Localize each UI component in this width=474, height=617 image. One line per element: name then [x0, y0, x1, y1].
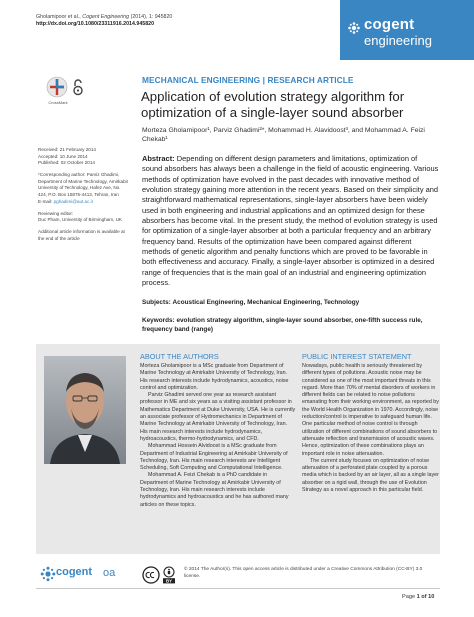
- cc-by-license-icon[interactable]: [142, 566, 178, 584]
- footer-divider: [36, 588, 440, 589]
- crossmark-label: CrossMark: [48, 100, 68, 105]
- svg-text:BY: BY: [165, 578, 173, 584]
- citation-volume: (2014), 1: 945820: [130, 14, 173, 20]
- abstract-text: Depending on different design parameters and limitations, optimization of sound absorbers has always been a challenge in the field of acoustic engineering. Various methods of optimization have evolved in the past decades with innovative method of evolution strategy gaining more attention in the recent years. Based on their simplicity and straightforward mathematical representations, single-layer absorbers have been widely used in both engineering and industrial applications and an optimized design for these absorbers has become vital. In the present study, the method of evolution strategy is used for optimization of a single-layer absorber at both a particular frequency and an arbitrary frequency band. Results of the optimization have been compared against different methods of genetic algorithm and penalty functions which are proved to be favorable in both effectiveness and accuracy. Finally, a single-layer absorber is optimized in a desired range of frequencies that is the main goal of an industrial and engineering optimization process.: [142, 154, 439, 288]
- bio-alvidoost: Mohammad Hossein Alvidoost is a MSc graduate from Department of Industrial Engineering at Amirkabir University of Technology, Iran. His main research interests are Intelligent Scheduling, Soft Computing and Computational Intelligence.: [140, 443, 288, 472]
- reviewing-editor-label: Reviewing editor:: [38, 210, 74, 216]
- reviewing-editor-name: Duc Pham, University of Birmingham, UK: [38, 217, 122, 223]
- corresponding-author: *Corresponding author: Parviz Ghadimi, Department of Marine Technology, Amirkabir University of Technology, Hafez Ave, No. 424, P.O. Box 15875-4413, Tehran, Iran: [38, 172, 129, 198]
- page-number: [402, 594, 434, 600]
- article-category: MECHANICAL ENGINEERING | RESEARCH ARTICLE: [142, 75, 354, 85]
- public-interest-heading: PUBLIC INTEREST STATEMENT: [302, 352, 412, 361]
- footer-brand: cogent: [56, 566, 93, 578]
- bio-ghadimi: Parviz Ghadimi served one year as research assistant professor in ME and six years as a visiting assistant professor in Mathematics Department at Duke University, USA. He is currently an associate professor of Hydromechanics in Department of Marine Technology at Amirkabir University of Technology, Iran. His main research interests include hydrodynamics, hydroacoustics, thermo-hydrodynamics, and CFD.: [140, 392, 296, 442]
- abstract: [142, 154, 439, 288]
- about-authors-text: [140, 363, 296, 509]
- keywords-text: evolution strategy algorithm, single-layer sound absorber, one-fifth success rule, frequency band (range): [142, 317, 423, 333]
- brand-word-engineering: engineering: [364, 33, 432, 48]
- citation-journal: Cogent Engineering: [82, 14, 130, 20]
- citation-header: [36, 14, 296, 29]
- brand-word-cogent: cogent: [364, 16, 415, 33]
- about-authors-heading: ABOUT THE AUTHORS: [140, 352, 219, 361]
- email-label: E-mail:: [38, 198, 53, 204]
- additional-info: Additional article information is available at the end of the article: [38, 229, 125, 242]
- cogent-logo-icon: [348, 22, 360, 34]
- abstract-label: Abstract:: [142, 154, 175, 163]
- footer-oa: oa: [103, 567, 116, 579]
- crossmark-icon[interactable]: [46, 76, 68, 100]
- received-date: Received: 21 February 2014: [38, 147, 96, 152]
- keywords-label: Keywords:: [142, 317, 175, 324]
- public-interest-text: [302, 363, 440, 494]
- accepted-date: Accepted: 10 June 2014: [38, 153, 88, 159]
- journal-brand-box: [340, 0, 474, 60]
- author-list: Morteza Gholamipoor¹, Parviz Ghadimi²*, Mohammad H. Alavidoost³, and Mohammad A. Feizi Chekab¹: [142, 127, 425, 144]
- license-text: © 2014 The Author(s). This open access article is distributed under a Creative Commons Attribution (CC-BY) 3.0 license.: [184, 567, 423, 579]
- public-interest-p2: The current study focuses on optimization of noise attenuation of a perforated plate coupled by a porous media which is backed by an air layer, all as a single layer absorber on a rigid wall, through the use of Evolution Strategy as a novel approach in this particular field.: [302, 457, 439, 494]
- article-meta: [38, 147, 130, 248]
- doi-link[interactable]: http://dx.doi.org/10.1080/23311916.2014.945820: [36, 21, 155, 28]
- author-photo: [44, 356, 126, 464]
- page-count: 1 of 10: [416, 594, 435, 600]
- subjects-text: Acoustical Engineering, Mechanical Engineering, Technology: [172, 299, 360, 306]
- subjects-label: Subjects:: [142, 299, 171, 306]
- page-label: Page: [402, 594, 416, 600]
- article-title: Application of evolution strategy algorithm for optimization of a single-layer sound absorber: [141, 89, 405, 120]
- published-date: Published: 02 October 2014: [38, 160, 95, 166]
- bio-feizi-chekab: Mohammad A. Feizi Chekab is a PhD candidate in Department of Marine Technology at Amirkabir University of Technology, Iran. His main research interests include hydrodynamics and hydroacoustics and he has authored many articles on these topics.: [140, 472, 289, 508]
- email-link[interactable]: pghadimi@aut.ac.ir: [53, 198, 94, 204]
- subjects: [142, 298, 439, 307]
- public-interest-p1: Nowadays, public health is seriously threatened by different types of pollutions. Acoustic noise may be considered as one of the most important threats in this regard. More than 70% of mental disorders of workers in different fields can be related to noise pollutions emanating from their working environment, as reported by the World Health Organization in 1970. Accordingly, noise reduction/control is imperative to safeguard human life. One particular method of noise control is through utilization of different combinations of sound absorbers to attenuate reflection and transmission of acoustic waves. Hence, optimization of these combinations plays an important role in noise attenuation.: [302, 363, 439, 457]
- bio-gholamipoor: Morteza Gholamipoor is a MSc graduate from Department of Marine Technology at Amirkabir University of Technology, Iran. His research interests include hydrodynamics, acoustics, noise control and optimization.: [140, 363, 289, 391]
- cogent-oa-logo-icon: [38, 566, 58, 582]
- keywords: [142, 316, 439, 334]
- citation-authors: Gholamipoor et al.,: [36, 14, 81, 20]
- open-access-lock-icon: [72, 78, 84, 96]
